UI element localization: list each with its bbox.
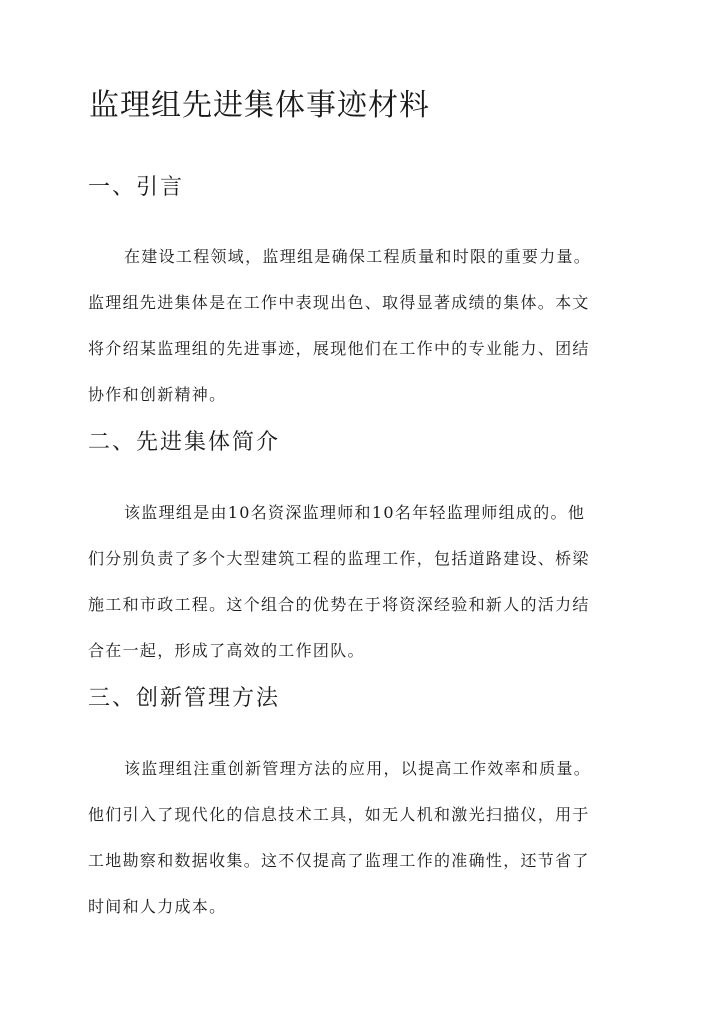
paragraph-line: 们分别负责了多个大型建筑工程的监理工作，包括道路建设、桥梁 [88, 549, 590, 568]
paragraph-line: 将介绍某监理组的先进事迹，展现他们在工作中的专业能力、团结 [88, 339, 590, 358]
document-title: 监理组先进集体事迹材料 [89, 88, 430, 123]
paragraph-line: 该监理组注重创新管理方法的应用，以提高工作效率和质量。 [124, 759, 592, 778]
section-paragraph-introduction [88, 234, 636, 418]
section-paragraph-team-profile [88, 490, 636, 674]
paragraph-line: 协作和创新精神。 [88, 385, 227, 404]
paragraph-line: 时间和人力成本。 [88, 897, 227, 916]
section-heading-innovation: 三、创新管理方法 [88, 686, 281, 711]
paragraph-line: 在建设工程领域，监理组是确保工程质量和时限的重要力量。 [124, 247, 592, 266]
paragraph-line: 合在一起，形成了高效的工作团队。 [88, 641, 365, 660]
paragraph-line: 施工和市政工程。这个组合的优势在于将资深经验和新人的活力结 [88, 595, 590, 614]
section-heading-introduction: 一、引言 [88, 175, 185, 200]
paragraph-line: 该监理组是由10名资深监理师和10名年轻监理师组成的。他 [124, 503, 586, 522]
section-paragraph-innovation [88, 746, 636, 930]
section-heading-team-profile: 二、先进集体简介 [88, 430, 281, 455]
paragraph-line: 监理组先进集体是在工作中表现出色、取得显著成绩的集体。本文 [88, 293, 590, 312]
paragraph-line: 工地勘察和数据收集。这不仅提高了监理工作的准确性，还节省了 [88, 851, 590, 870]
paragraph-line: 他们引入了现代化的信息技术工具，如无人机和激光扫描仪，用于 [88, 805, 590, 824]
